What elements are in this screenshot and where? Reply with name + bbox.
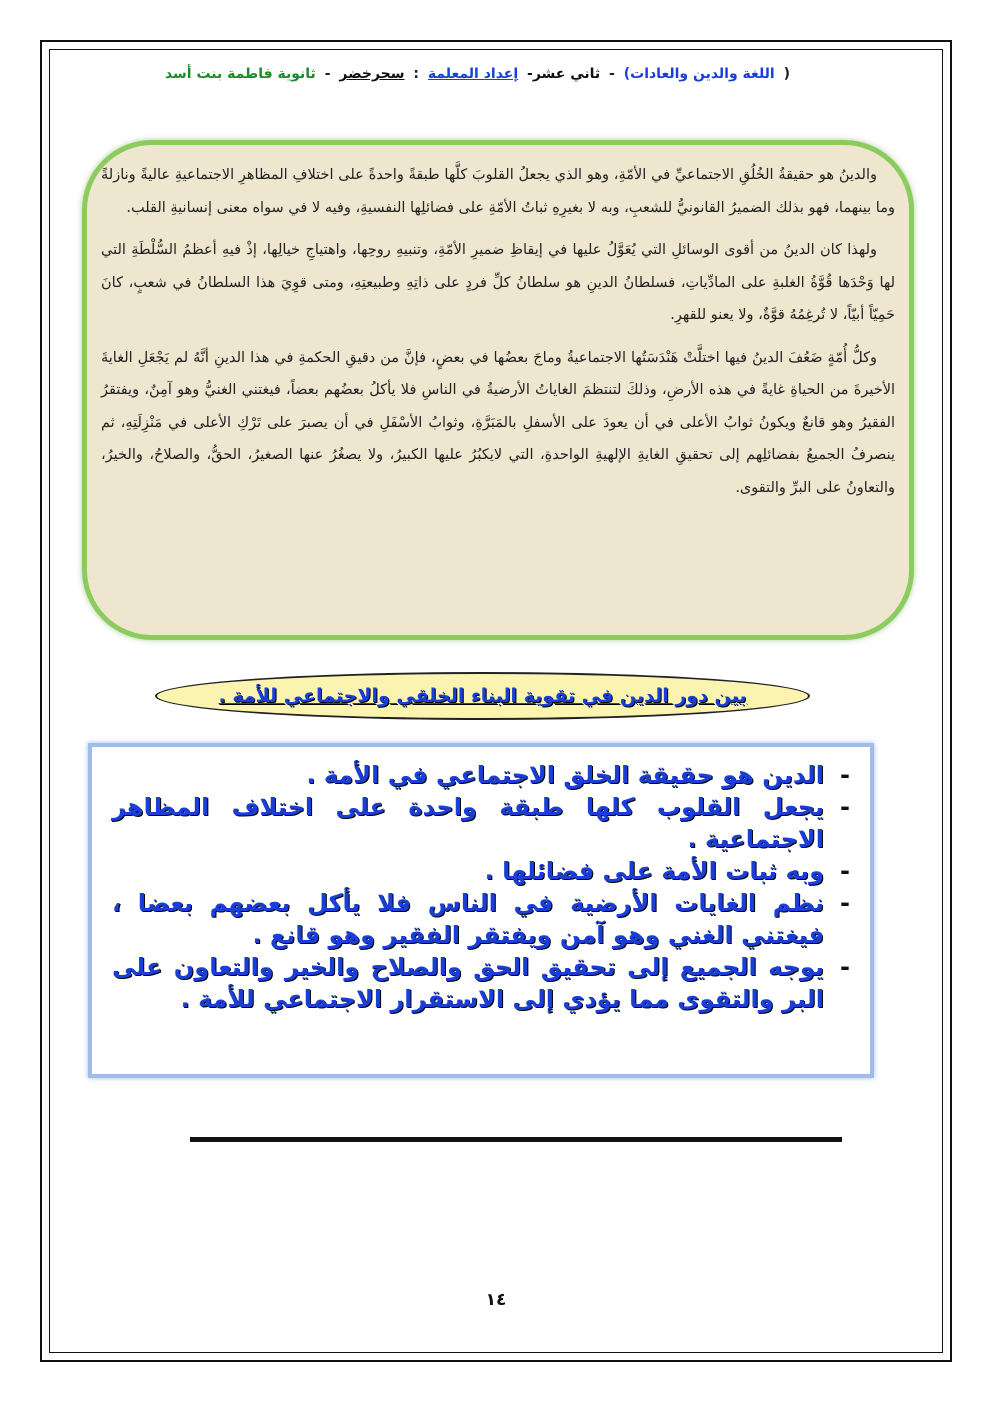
passage-paragraph: والدينُ هو حقيقةُ الخُلُقِ الاجتماعيِّ في الأمّةِ، وهو الذي يجعلُ القلوبَ كلَّها طبقةً واحدةً على اختلافِ المظاهرِ الاجتماعيةِ عاليةً ونازلةً وما بينهما، فهو بذلك الضميرُ القانونيُّ للشعبِ، وبه لا بغيرِهِ ثباتُ الأمّةِ على فضائلِها النفسيةِ، وفيه لا في سواه معنى إنسانيةِ القلب.	[101, 167, 895, 216]
header-teacher: سحرخضر	[339, 66, 405, 82]
header-prepared-by: إعداد المعلمة	[427, 66, 519, 82]
bullet-dash: -	[840, 889, 850, 917]
bullet-dash: -	[840, 793, 850, 821]
header-separator: -	[609, 66, 615, 82]
answer-item	[112, 791, 850, 855]
answer-item	[112, 887, 850, 951]
header-paren: (	[783, 66, 790, 82]
answer-text: يوجه الجميع إلى تحقيق الحق والصلاح والخير والتعاون على البر والتقوى مما يؤدي إلى الاستقرار الاجتماعي للأمة .	[112, 953, 824, 1013]
page-number: ١٤	[485, 1290, 507, 1310]
answer-text: وبه ثبات الأمة على فضائلها .	[484, 857, 824, 885]
page-header	[70, 66, 790, 82]
answer-box	[88, 743, 874, 1078]
bullet-dash: -	[840, 761, 850, 789]
answer-item	[112, 951, 850, 1015]
answer-text: الدين هو حقيقة الخلق الاجتماعي في الأمة .	[306, 761, 824, 789]
bullet-dash: -	[840, 953, 850, 981]
passage-paragraph: ولهذا كان الدينُ من أقوى الوسائلِ التي يُعَوَّلُ عليها في إيقاظِ ضميرِ الأمّةِ، وتنبيهِ روحِها، واهتياجِ خيالِها، إذْ فيهِ أعظمُ السُّلْطَةِ التي لها وَحْدَها قُوَّةُ الغلبةِ على المادِّياتِ، فسلطانُ الدينِ هو سلطانُ كلِّ فردٍ على ذاتِهِ وطبيعتِهِ، ومتى قوِيَ هذا السلطانُ في شعبٍ، كانَ حَمِيّاً أبيّاً، لا تُرغِمُهُ قوَّةٌ، ولا يعنو للقهرِ.	[101, 242, 895, 323]
header-separator: -	[324, 66, 331, 82]
answer-list	[112, 759, 850, 1015]
reading-passage	[101, 159, 895, 621]
answer-text: نظم الغايات الأرضية في الناس فلا يأكل بعضهم بعضا ، فيغتني الغني وهو آمن ويفتقر الفقير وهو قانع .	[112, 889, 824, 949]
answer-text: يجعل القلوب كلها طبقة واحدة على اختلاف المظاهر الاجتماعية .	[112, 793, 824, 853]
question-text: بين دور الدين في تقوية البناء الخلقي والاجتماعي للأمة .	[218, 685, 747, 707]
header-school: ثانوية فاطمة بنت أسد	[164, 66, 316, 82]
divider-line	[190, 1137, 842, 1142]
reading-passage-box	[82, 140, 914, 640]
header-grade: ثاني عشر-	[527, 66, 601, 82]
question-banner	[155, 672, 810, 720]
passage-paragraph: وكلُّ أُمّةٍ ضَعُفَ الدينُ فيها اختلَّتْ هَنْدَسَتُها الاجتماعيةُ وماجَ بعضُها في بعضٍ، فإنَّ من دقيقِ الحكمةِ في هذا الدينِ أنَّهُ لم يَجْعَلِ الغايةَ الأخيرةَ من الحياةِ غايةً في هذه الأرضِ، وذلكَ لتنتظمَ الغاياتُ الأرضيةُ في الناسِ فلا يأكلُ بعضُهم بعضاً، فيغتني الغنيُّ وهو آمِنٌ، ويفتقرُ الفقيرُ وهو قانعٌ ويكونُ ثوابُ الأعلى في أن يعودَ على الأسفلِ بالمَبَرَّةِ، وثوابُ الأسْفَلِ في أن يصبرَ على تَرْكِ الأعلى في مَنْزِلَتِهِ، ثم ينصرفُ الجميعُ بفضائلِهم إلى تحقيقِ الغايةِ الإلهيةِ الواحدةِ، التي لايكبُرُ عليها الكبيرُ، ولا يصغُرُ عنها الصغيرُ، الحقُّ، والصلاحُ، والخيرُ، والتعاونُ على البرِّ والتقوى.	[101, 349, 895, 496]
answer-item	[112, 855, 850, 887]
header-colon: :	[413, 66, 420, 82]
answer-item	[112, 759, 850, 791]
header-subject: اللغة والدين والعادات)	[623, 66, 775, 82]
bullet-dash: -	[840, 857, 850, 885]
